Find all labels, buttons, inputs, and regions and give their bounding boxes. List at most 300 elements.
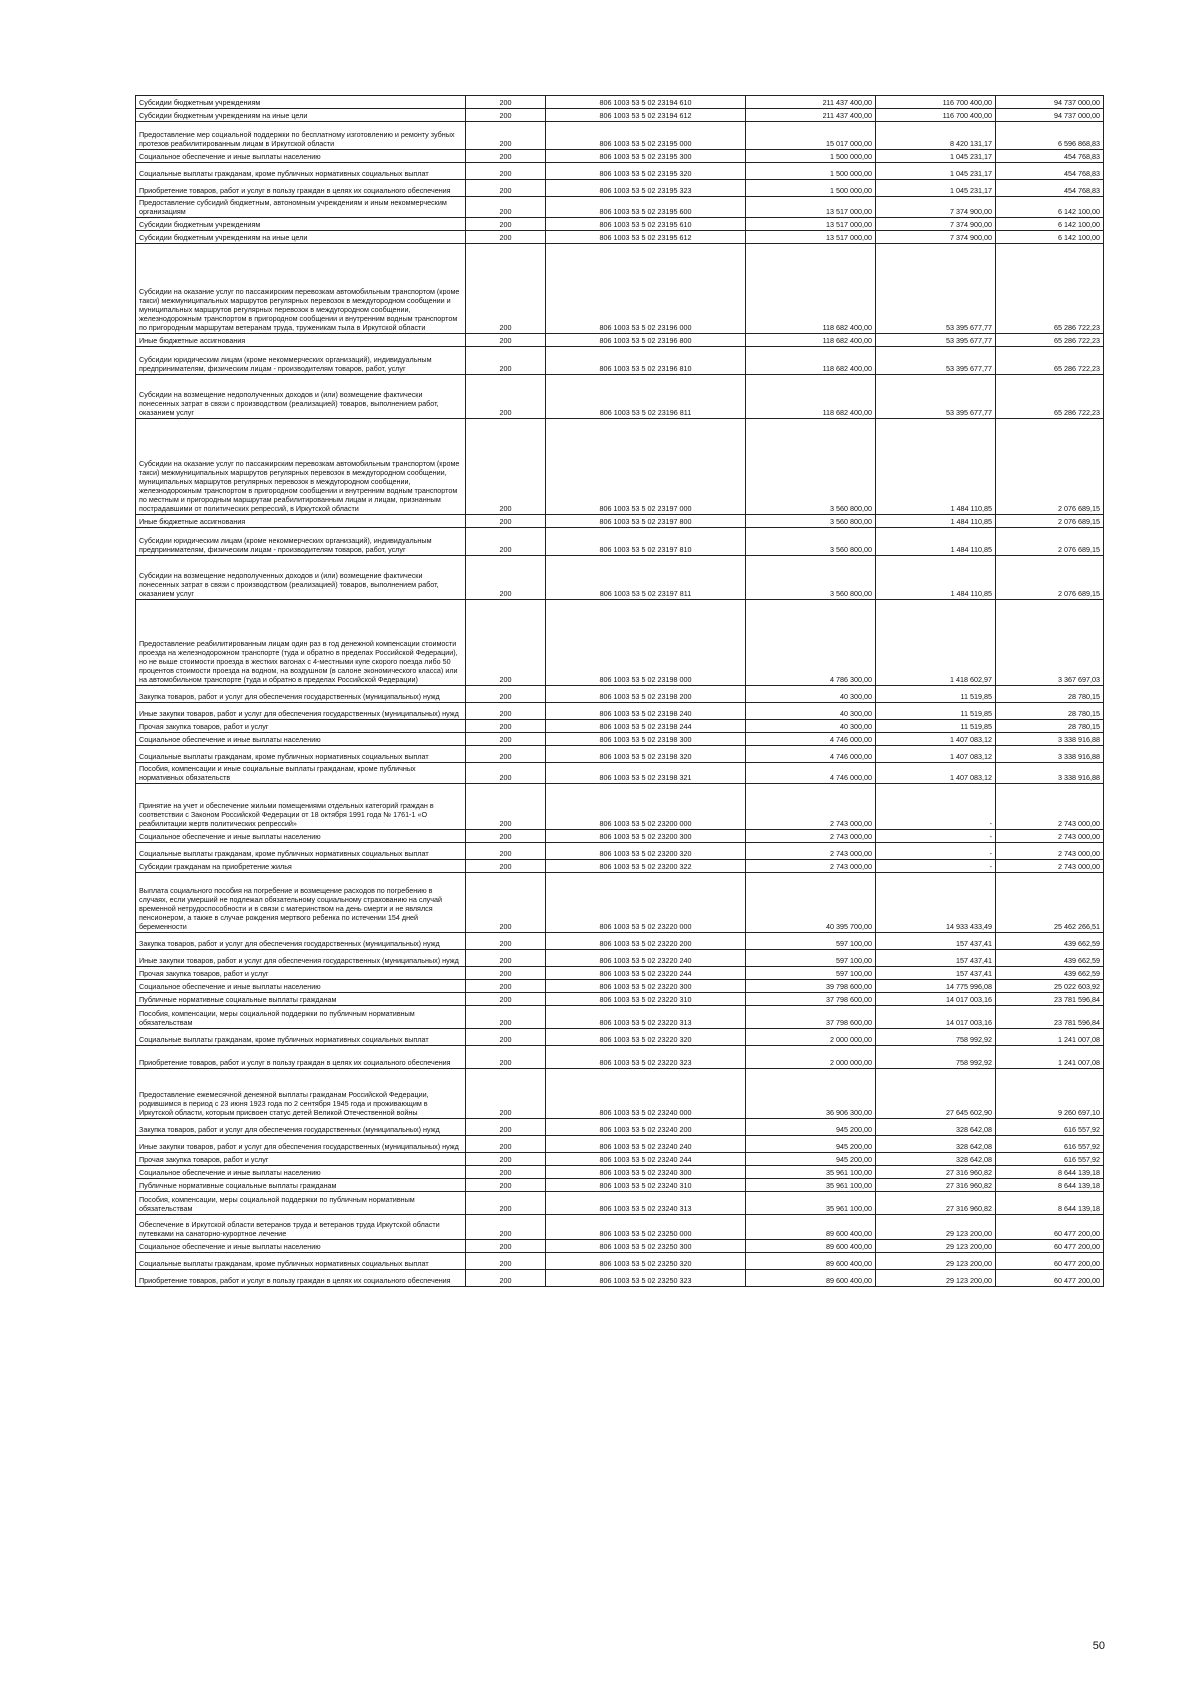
table-cell-budget-code: 806 1003 53 5 02 23195 300 bbox=[546, 150, 746, 163]
table-cell-admin-code: 200 bbox=[466, 197, 546, 218]
table-cell-executed-amount: - bbox=[876, 843, 996, 860]
table-cell-approved-amount: 2 743 000,00 bbox=[746, 860, 876, 873]
table-cell-admin-code: 200 bbox=[466, 720, 546, 733]
table-cell-approved-amount: 2 000 000,00 bbox=[746, 1029, 876, 1046]
table-cell-budget-code: 806 1003 53 5 02 23196 810 bbox=[546, 347, 746, 375]
table-cell-admin-code: 200 bbox=[466, 1215, 546, 1240]
table-row bbox=[136, 950, 1104, 967]
table-cell-budget-code: 806 1003 53 5 02 23240 240 bbox=[546, 1136, 746, 1153]
table-cell-name: Социальные выплаты гражданам, кроме публичных нормативных социальных выплат bbox=[136, 1029, 466, 1046]
table-cell-admin-code: 200 bbox=[466, 703, 546, 720]
table-cell-executed-amount: 53 395 677,77 bbox=[876, 347, 996, 375]
table-cell-admin-code: 200 bbox=[466, 163, 546, 180]
table-cell-unexecuted-amount: 2 743 000,00 bbox=[996, 830, 1104, 843]
table-cell-executed-amount: 1 045 231,17 bbox=[876, 180, 996, 197]
table-row bbox=[136, 933, 1104, 950]
table-cell-name: Приобретение товаров, работ и услуг в пользу граждан в целях их социального обеспечения bbox=[136, 180, 466, 197]
table-cell-unexecuted-amount: 2 076 689,15 bbox=[996, 515, 1104, 528]
table-cell-unexecuted-amount: 65 286 722,23 bbox=[996, 375, 1104, 419]
table-cell-unexecuted-amount: 2 743 000,00 bbox=[996, 843, 1104, 860]
table-cell-executed-amount: - bbox=[876, 860, 996, 873]
table-cell-unexecuted-amount: 2 076 689,15 bbox=[996, 528, 1104, 556]
table-cell-unexecuted-amount: 60 477 200,00 bbox=[996, 1270, 1104, 1287]
table-cell-unexecuted-amount: 23 781 596,84 bbox=[996, 1006, 1104, 1029]
table-cell-admin-code: 200 bbox=[466, 860, 546, 873]
table-row bbox=[136, 334, 1104, 347]
table-cell-unexecuted-amount: 28 780,15 bbox=[996, 686, 1104, 703]
table-row bbox=[136, 163, 1104, 180]
table-cell-admin-code: 200 bbox=[466, 515, 546, 528]
table-cell-budget-code: 806 1003 53 5 02 23198 321 bbox=[546, 763, 746, 784]
table-cell-admin-code: 200 bbox=[466, 419, 546, 515]
table-cell-unexecuted-amount: 2 076 689,15 bbox=[996, 556, 1104, 600]
table-cell-name: Закупка товаров, работ и услуг для обеспечения государственных (муниципальных) нужд bbox=[136, 933, 466, 950]
table-cell-budget-code: 806 1003 53 5 02 23197 811 bbox=[546, 556, 746, 600]
table-cell-name: Иные закупки товаров, работ и услуг для обеспечения государственных (муниципальных) нужд bbox=[136, 950, 466, 967]
table-cell-name: Прочая закупка товаров, работ и услуг bbox=[136, 1153, 466, 1166]
table-cell-admin-code: 200 bbox=[466, 933, 546, 950]
table-cell-approved-amount: 3 560 800,00 bbox=[746, 515, 876, 528]
table-row bbox=[136, 860, 1104, 873]
table-cell-admin-code: 200 bbox=[466, 1240, 546, 1253]
table-cell-admin-code: 200 bbox=[466, 231, 546, 244]
table-cell-approved-amount: 89 600 400,00 bbox=[746, 1240, 876, 1253]
table-cell-approved-amount: 36 906 300,00 bbox=[746, 1069, 876, 1119]
table-row bbox=[136, 1166, 1104, 1179]
table-row bbox=[136, 375, 1104, 419]
table-cell-name: Иные закупки товаров, работ и услуг для обеспечения государственных (муниципальных) нужд bbox=[136, 703, 466, 720]
table-cell-admin-code: 200 bbox=[466, 746, 546, 763]
table-row bbox=[136, 843, 1104, 860]
table-cell-admin-code: 200 bbox=[466, 1006, 546, 1029]
table-cell-budget-code: 806 1003 53 5 02 23220 323 bbox=[546, 1046, 746, 1069]
table-cell-budget-code: 806 1003 53 5 02 23250 000 bbox=[546, 1215, 746, 1240]
table-row bbox=[136, 873, 1104, 933]
table-cell-unexecuted-amount: 2 743 000,00 bbox=[996, 860, 1104, 873]
table-cell-executed-amount: 29 123 200,00 bbox=[876, 1253, 996, 1270]
table-body bbox=[136, 96, 1104, 1287]
table-cell-budget-code: 806 1003 53 5 02 23195 610 bbox=[546, 218, 746, 231]
table-cell-name: Субсидии юридическим лицам (кроме некоммерческих организаций), индивидуальным предпринимателям, физическим лицам - производителям товаров, работ, услуг bbox=[136, 528, 466, 556]
table-cell-approved-amount: 40 300,00 bbox=[746, 720, 876, 733]
table-cell-budget-code: 806 1003 53 5 02 23240 310 bbox=[546, 1179, 746, 1192]
table-cell-executed-amount: 53 395 677,77 bbox=[876, 375, 996, 419]
table-cell-executed-amount: 53 395 677,77 bbox=[876, 244, 996, 334]
table-cell-name: Пособия, компенсации, меры социальной поддержки по публичным нормативным обязательствам bbox=[136, 1192, 466, 1215]
table-row bbox=[136, 993, 1104, 1006]
table-cell-executed-amount: 758 992,92 bbox=[876, 1046, 996, 1069]
table-row bbox=[136, 1046, 1104, 1069]
table-row bbox=[136, 1192, 1104, 1215]
table-cell-admin-code: 200 bbox=[466, 1029, 546, 1046]
table-cell-executed-amount: 116 700 400,00 bbox=[876, 96, 996, 109]
table-cell-approved-amount: 35 961 100,00 bbox=[746, 1166, 876, 1179]
table-cell-name: Предоставление реабилитированным лицам один раз в год денежной компенсации стоимости проезда на железнодорожном транспорте (туда и обратно в пределах Российской Федерации), но не выше стоимости проезда в жестких вагонах с 4-местными купе скорого поезда либо 50 процентов стоимости проезда на водном, на воздушном (в салоне экономического класса) или на автомобильном транспорте (туда и обратно в пределах Российской Федерации) bbox=[136, 600, 466, 686]
table-cell-unexecuted-amount: 8 644 139,18 bbox=[996, 1192, 1104, 1215]
table-cell-budget-code: 806 1003 53 5 02 23200 300 bbox=[546, 830, 746, 843]
table-row bbox=[136, 1006, 1104, 1029]
table-cell-unexecuted-amount: 94 737 000,00 bbox=[996, 96, 1104, 109]
table-cell-name: Предоставление субсидий бюджетным, автономным учреждениям и иным некоммерческим организациям bbox=[136, 197, 466, 218]
table-cell-name: Социальное обеспечение и иные выплаты населению bbox=[136, 830, 466, 843]
table-row bbox=[136, 528, 1104, 556]
table-cell-executed-amount: 758 992,92 bbox=[876, 1029, 996, 1046]
table-cell-unexecuted-amount: 3 338 916,88 bbox=[996, 746, 1104, 763]
table-cell-executed-amount: 328 642,08 bbox=[876, 1153, 996, 1166]
table-cell-admin-code: 200 bbox=[466, 686, 546, 703]
table-cell-admin-code: 200 bbox=[466, 843, 546, 860]
table-cell-approved-amount: 2 743 000,00 bbox=[746, 843, 876, 860]
table-cell-unexecuted-amount: 65 286 722,23 bbox=[996, 244, 1104, 334]
table-cell-admin-code: 200 bbox=[466, 1046, 546, 1069]
table-cell-name: Приобретение товаров, работ и услуг в пользу граждан в целях их социального обеспечения bbox=[136, 1046, 466, 1069]
table-cell-name: Социальное обеспечение и иные выплаты населению bbox=[136, 733, 466, 746]
table-cell-budget-code: 806 1003 53 5 02 23200 320 bbox=[546, 843, 746, 860]
table-cell-admin-code: 200 bbox=[466, 1253, 546, 1270]
table-cell-unexecuted-amount: 454 768,83 bbox=[996, 163, 1104, 180]
table-row bbox=[136, 197, 1104, 218]
table-cell-admin-code: 200 bbox=[466, 1179, 546, 1192]
table-cell-budget-code: 806 1003 53 5 02 23194 612 bbox=[546, 109, 746, 122]
table-cell-admin-code: 200 bbox=[466, 1153, 546, 1166]
table-row bbox=[136, 419, 1104, 515]
table-row bbox=[136, 1069, 1104, 1119]
table-cell-unexecuted-amount: 2 076 689,15 bbox=[996, 419, 1104, 515]
table-cell-approved-amount: 945 200,00 bbox=[746, 1153, 876, 1166]
table-cell-unexecuted-amount: 25 022 603,92 bbox=[996, 980, 1104, 993]
table-cell-approved-amount: 15 017 000,00 bbox=[746, 122, 876, 150]
table-cell-budget-code: 806 1003 53 5 02 23196 800 bbox=[546, 334, 746, 347]
table-cell-name: Социальные выплаты гражданам, кроме публичных нормативных социальных выплат bbox=[136, 1253, 466, 1270]
table-cell-budget-code: 806 1003 53 5 02 23195 612 bbox=[546, 231, 746, 244]
table-cell-budget-code: 806 1003 53 5 02 23250 320 bbox=[546, 1253, 746, 1270]
table-cell-approved-amount: 597 100,00 bbox=[746, 950, 876, 967]
table-cell-budget-code: 806 1003 53 5 02 23220 300 bbox=[546, 980, 746, 993]
table-cell-executed-amount: 7 374 900,00 bbox=[876, 197, 996, 218]
table-cell-admin-code: 200 bbox=[466, 528, 546, 556]
table-cell-unexecuted-amount: 1 241 007,08 bbox=[996, 1029, 1104, 1046]
table-cell-executed-amount: 157 437,41 bbox=[876, 933, 996, 950]
table-cell-budget-code: 806 1003 53 5 02 23220 320 bbox=[546, 1029, 746, 1046]
table-cell-name: Социальное обеспечение и иные выплаты населению bbox=[136, 980, 466, 993]
table-cell-unexecuted-amount: 25 462 266,51 bbox=[996, 873, 1104, 933]
table-cell-approved-amount: 3 560 800,00 bbox=[746, 419, 876, 515]
table-cell-admin-code: 200 bbox=[466, 980, 546, 993]
table-cell-admin-code: 200 bbox=[466, 784, 546, 830]
table-cell-executed-amount: 14 775 996,08 bbox=[876, 980, 996, 993]
table-cell-approved-amount: 3 560 800,00 bbox=[746, 556, 876, 600]
table-cell-executed-amount: 1 484 110,85 bbox=[876, 528, 996, 556]
table-cell-unexecuted-amount: 439 662,59 bbox=[996, 933, 1104, 950]
table-cell-admin-code: 200 bbox=[466, 244, 546, 334]
table-cell-budget-code: 806 1003 53 5 02 23197 810 bbox=[546, 528, 746, 556]
table-cell-name: Субсидии бюджетным учреждениям на иные цели bbox=[136, 231, 466, 244]
table-cell-executed-amount: 11 519,85 bbox=[876, 686, 996, 703]
table-row bbox=[136, 600, 1104, 686]
table-row bbox=[136, 218, 1104, 231]
table-cell-unexecuted-amount: 2 743 000,00 bbox=[996, 784, 1104, 830]
table-cell-executed-amount: 328 642,08 bbox=[876, 1119, 996, 1136]
table-cell-admin-code: 200 bbox=[466, 122, 546, 150]
table-cell-approved-amount: 2 743 000,00 bbox=[746, 830, 876, 843]
table-cell-budget-code: 806 1003 53 5 02 23195 600 bbox=[546, 197, 746, 218]
table-cell-executed-amount: 29 123 200,00 bbox=[876, 1270, 996, 1287]
table-cell-unexecuted-amount: 8 644 139,18 bbox=[996, 1179, 1104, 1192]
table-cell-unexecuted-amount: 60 477 200,00 bbox=[996, 1215, 1104, 1240]
table-cell-unexecuted-amount: 1 241 007,08 bbox=[996, 1046, 1104, 1069]
table-cell-admin-code: 200 bbox=[466, 733, 546, 746]
table-row bbox=[136, 180, 1104, 197]
table-cell-approved-amount: 2 000 000,00 bbox=[746, 1046, 876, 1069]
table-cell-executed-amount: 1 045 231,17 bbox=[876, 150, 996, 163]
budget-execution-table bbox=[135, 95, 1104, 1287]
table-cell-admin-code: 200 bbox=[466, 993, 546, 1006]
table-cell-approved-amount: 4 786 300,00 bbox=[746, 600, 876, 686]
table-row bbox=[136, 830, 1104, 843]
table-cell-admin-code: 200 bbox=[466, 1136, 546, 1153]
page-number: 50 bbox=[1092, 1640, 1105, 1652]
table-cell-budget-code: 806 1003 53 5 02 23220 240 bbox=[546, 950, 746, 967]
table-row bbox=[136, 686, 1104, 703]
table-cell-admin-code: 200 bbox=[466, 556, 546, 600]
table-cell-budget-code: 806 1003 53 5 02 23220 313 bbox=[546, 1006, 746, 1029]
table-cell-executed-amount: 1 045 231,17 bbox=[876, 163, 996, 180]
table-cell-name: Субсидии на возмещение недополученных доходов и (или) возмещение фактически понесенных затрат в связи с производством (реализацией) товаров, выполнением работ, оказанием услуг bbox=[136, 556, 466, 600]
table-row bbox=[136, 980, 1104, 993]
table-row bbox=[136, 1253, 1104, 1270]
table-cell-unexecuted-amount: 6 142 100,00 bbox=[996, 197, 1104, 218]
table-cell-name: Прочая закупка товаров, работ и услуг bbox=[136, 720, 466, 733]
table-cell-unexecuted-amount: 616 557,92 bbox=[996, 1119, 1104, 1136]
table-cell-approved-amount: 118 682 400,00 bbox=[746, 244, 876, 334]
table-cell-executed-amount: - bbox=[876, 830, 996, 843]
table-cell-approved-amount: 37 798 600,00 bbox=[746, 1006, 876, 1029]
table-cell-admin-code: 200 bbox=[466, 950, 546, 967]
table-cell-unexecuted-amount: 616 557,92 bbox=[996, 1136, 1104, 1153]
table-row bbox=[136, 231, 1104, 244]
table-cell-executed-amount: 1 484 110,85 bbox=[876, 419, 996, 515]
table-cell-approved-amount: 13 517 000,00 bbox=[746, 218, 876, 231]
table-cell-executed-amount: 27 316 960,82 bbox=[876, 1179, 996, 1192]
table-cell-admin-code: 200 bbox=[466, 150, 546, 163]
table-cell-name: Обеспечение в Иркутской области ветеранов труда и ветеранов труда Иркутской области путевками на санаторно-курортное лечение bbox=[136, 1215, 466, 1240]
table-cell-name: Социальные выплаты гражданам, кроме публичных нормативных социальных выплат bbox=[136, 163, 466, 180]
table-cell-executed-amount: 116 700 400,00 bbox=[876, 109, 996, 122]
table-cell-budget-code: 806 1003 53 5 02 23195 320 bbox=[546, 163, 746, 180]
table-cell-executed-amount: 53 395 677,77 bbox=[876, 334, 996, 347]
table-cell-approved-amount: 945 200,00 bbox=[746, 1119, 876, 1136]
table-cell-name: Выплата социального пособия на погребение и возмещение расходов по погребению в случаях, если умерший не подлежал обязательному социальному страхованию на случай временной нетрудоспособности и в связи с материнством на день смерти и не являлся пенсионером, а также в случае рождения мертвого ребенка по истечении 154 дней беременности bbox=[136, 873, 466, 933]
table-cell-name: Социальное обеспечение и иные выплаты населению bbox=[136, 1240, 466, 1253]
table-cell-admin-code: 200 bbox=[466, 180, 546, 197]
table-cell-admin-code: 200 bbox=[466, 109, 546, 122]
table-cell-approved-amount: 211 437 400,00 bbox=[746, 96, 876, 109]
table-cell-budget-code: 806 1003 53 5 02 23200 000 bbox=[546, 784, 746, 830]
table-cell-executed-amount: 11 519,85 bbox=[876, 720, 996, 733]
table-cell-unexecuted-amount: 3 338 916,88 bbox=[996, 763, 1104, 784]
table-cell-budget-code: 806 1003 53 5 02 23194 610 bbox=[546, 96, 746, 109]
table-cell-executed-amount: 11 519,85 bbox=[876, 703, 996, 720]
table-cell-executed-amount: 1 484 110,85 bbox=[876, 515, 996, 528]
table-cell-name: Пособия, компенсации, меры социальной поддержки по публичным нормативным обязательствам bbox=[136, 1006, 466, 1029]
table-cell-name: Социальные выплаты гражданам, кроме публичных нормативных социальных выплат bbox=[136, 843, 466, 860]
table-row bbox=[136, 967, 1104, 980]
table-cell-executed-amount: 1 484 110,85 bbox=[876, 556, 996, 600]
table-cell-budget-code: 806 1003 53 5 02 23198 240 bbox=[546, 703, 746, 720]
table-cell-unexecuted-amount: 94 737 000,00 bbox=[996, 109, 1104, 122]
table-cell-unexecuted-amount: 8 644 139,18 bbox=[996, 1166, 1104, 1179]
table-cell-approved-amount: 118 682 400,00 bbox=[746, 347, 876, 375]
table-cell-admin-code: 200 bbox=[466, 873, 546, 933]
table-cell-admin-code: 200 bbox=[466, 218, 546, 231]
table-cell-executed-amount: 27 316 960,82 bbox=[876, 1166, 996, 1179]
table-cell-admin-code: 200 bbox=[466, 1192, 546, 1215]
table-cell-approved-amount: 597 100,00 bbox=[746, 933, 876, 950]
table-cell-unexecuted-amount: 28 780,15 bbox=[996, 703, 1104, 720]
table-cell-budget-code: 806 1003 53 5 02 23198 000 bbox=[546, 600, 746, 686]
table-cell-admin-code: 200 bbox=[466, 1069, 546, 1119]
table-cell-unexecuted-amount: 60 477 200,00 bbox=[996, 1253, 1104, 1270]
table-cell-executed-amount: - bbox=[876, 784, 996, 830]
table-cell-approved-amount: 3 560 800,00 bbox=[746, 528, 876, 556]
table-cell-unexecuted-amount: 3 367 697,03 bbox=[996, 600, 1104, 686]
table-cell-executed-amount: 157 437,41 bbox=[876, 950, 996, 967]
table-row bbox=[136, 784, 1104, 830]
table-cell-name: Предоставление ежемесячной денежной выплаты гражданам Российской Федерации, родившимся в период с 23 июня 1923 года по 2 сентября 1945 года и проживающим в Иркутской области, которым присвоен статус детей Великой Отечественной войны bbox=[136, 1069, 466, 1119]
table-row bbox=[136, 1153, 1104, 1166]
table-row bbox=[136, 1119, 1104, 1136]
table-cell-executed-amount: 1 407 083,12 bbox=[876, 746, 996, 763]
table-cell-unexecuted-amount: 6 596 868,83 bbox=[996, 122, 1104, 150]
table-row bbox=[136, 1179, 1104, 1192]
table-cell-admin-code: 200 bbox=[466, 334, 546, 347]
table-cell-executed-amount: 1 407 083,12 bbox=[876, 763, 996, 784]
table-cell-admin-code: 200 bbox=[466, 830, 546, 843]
table-cell-admin-code: 200 bbox=[466, 1119, 546, 1136]
table-cell-name: Субсидии на оказание услуг по пассажирским перевозкам автомобильным транспортом (кроме такси) межмуниципальных маршрутов регулярных перевозок в междугородном сообщении и муниципальных маршрутов регулярных перевозок в междугородном сообщении, железнодорожным транспортом в пригородном сообщении и внутренним водным транспортом по пригородным маршрутам ветеранам труда, труженикам тыла в Иркутской области bbox=[136, 244, 466, 334]
table-cell-approved-amount: 597 100,00 bbox=[746, 967, 876, 980]
table-cell-approved-amount: 118 682 400,00 bbox=[746, 334, 876, 347]
table-cell-approved-amount: 40 395 700,00 bbox=[746, 873, 876, 933]
table-row bbox=[136, 347, 1104, 375]
table-cell-admin-code: 200 bbox=[466, 967, 546, 980]
table-cell-approved-amount: 211 437 400,00 bbox=[746, 109, 876, 122]
table-cell-approved-amount: 40 300,00 bbox=[746, 686, 876, 703]
table-cell-executed-amount: 29 123 200,00 bbox=[876, 1215, 996, 1240]
table-cell-budget-code: 806 1003 53 5 02 23240 300 bbox=[546, 1166, 746, 1179]
table-row bbox=[136, 763, 1104, 784]
table-cell-unexecuted-amount: 23 781 596,84 bbox=[996, 993, 1104, 1006]
table-cell-unexecuted-amount: 439 662,59 bbox=[996, 950, 1104, 967]
table-cell-unexecuted-amount: 6 142 100,00 bbox=[996, 218, 1104, 231]
table-cell-approved-amount: 4 746 000,00 bbox=[746, 763, 876, 784]
table-cell-budget-code: 806 1003 53 5 02 23198 300 bbox=[546, 733, 746, 746]
table-cell-executed-amount: 1 407 083,12 bbox=[876, 733, 996, 746]
table-row bbox=[136, 244, 1104, 334]
table-cell-unexecuted-amount: 6 142 100,00 bbox=[996, 231, 1104, 244]
table-cell-name: Субсидии на возмещение недополученных доходов и (или) возмещение фактически понесенных затрат в связи с производством (реализацией) товаров, выполнением работ, оказанием услуг bbox=[136, 375, 466, 419]
table-cell-name: Иные бюджетные ассигнования bbox=[136, 515, 466, 528]
table-cell-approved-amount: 945 200,00 bbox=[746, 1136, 876, 1153]
table-cell-admin-code: 200 bbox=[466, 1166, 546, 1179]
table-cell-name: Социальное обеспечение и иные выплаты населению bbox=[136, 1166, 466, 1179]
table-cell-admin-code: 200 bbox=[466, 347, 546, 375]
table-row bbox=[136, 109, 1104, 122]
table-cell-executed-amount: 8 420 131,17 bbox=[876, 122, 996, 150]
table-cell-budget-code: 806 1003 53 5 02 23198 320 bbox=[546, 746, 746, 763]
table-cell-admin-code: 200 bbox=[466, 1270, 546, 1287]
table-cell-name: Предоставление мер социальной поддержки по бесплатному изготовлению и ремонту зубных протезов реабилитированным лицам в Иркутской области bbox=[136, 122, 466, 150]
table-cell-approved-amount: 39 798 600,00 bbox=[746, 980, 876, 993]
table-cell-admin-code: 200 bbox=[466, 375, 546, 419]
table-cell-budget-code: 806 1003 53 5 02 23196 811 bbox=[546, 375, 746, 419]
table-cell-name: Закупка товаров, работ и услуг для обеспечения государственных (муниципальных) нужд bbox=[136, 1119, 466, 1136]
table-row bbox=[136, 556, 1104, 600]
table-cell-name: Социальное обеспечение и иные выплаты населению bbox=[136, 150, 466, 163]
table-cell-executed-amount: 7 374 900,00 bbox=[876, 218, 996, 231]
table-cell-admin-code: 200 bbox=[466, 763, 546, 784]
table-cell-budget-code: 806 1003 53 5 02 23240 313 bbox=[546, 1192, 746, 1215]
table-cell-executed-amount: 29 123 200,00 bbox=[876, 1240, 996, 1253]
table-cell-approved-amount: 1 500 000,00 bbox=[746, 163, 876, 180]
table-cell-name: Приобретение товаров, работ и услуг в пользу граждан в целях их социального обеспечения bbox=[136, 1270, 466, 1287]
table-cell-name: Субсидии на оказание услуг по пассажирским перевозкам автомобильным транспортом (кроме такси) межмуниципальных маршрутов регулярных перевозок в междугородном сообщении, муниципальных маршрутов регулярных перевозок в междугородном сообщении, железнодорожным транспортом в пригородном сообщении и внутренним водным транспортом по местным и пригородным маршрутам реабилитированным лицам и лицам, признанным пострадавшими от политических репрессий, в Иркутской области bbox=[136, 419, 466, 515]
table-cell-approved-amount: 35 961 100,00 bbox=[746, 1179, 876, 1192]
table-cell-name: Субсидии бюджетным учреждениям на иные цели bbox=[136, 109, 466, 122]
table-cell-name: Субсидии юридическим лицам (кроме некоммерческих организаций), индивидуальным предпринимателям, физическим лицам - производителям товаров, работ, услуг bbox=[136, 347, 466, 375]
table-row bbox=[136, 746, 1104, 763]
table-cell-budget-code: 806 1003 53 5 02 23198 200 bbox=[546, 686, 746, 703]
table-cell-approved-amount: 89 600 400,00 bbox=[746, 1270, 876, 1287]
table-cell-name: Принятие на учет и обеспечение жильми помещениями отдельных категорий граждан в соответствии с Законом Российской Федерации от 18 октября 1991 года № 1761-1 «О реабилитации жертв политических репрессий» bbox=[136, 784, 466, 830]
table-cell-budget-code: 806 1003 53 5 02 23197 000 bbox=[546, 419, 746, 515]
table-cell-unexecuted-amount: 28 780,15 bbox=[996, 720, 1104, 733]
table-cell-budget-code: 806 1003 53 5 02 23197 800 bbox=[546, 515, 746, 528]
table-row bbox=[136, 703, 1104, 720]
table-cell-approved-amount: 4 746 000,00 bbox=[746, 733, 876, 746]
table-cell-budget-code: 806 1003 53 5 02 23195 323 bbox=[546, 180, 746, 197]
table-row bbox=[136, 1240, 1104, 1253]
table-row bbox=[136, 1029, 1104, 1046]
table-cell-unexecuted-amount: 454 768,83 bbox=[996, 180, 1104, 197]
table-cell-executed-amount: 14 933 433,49 bbox=[876, 873, 996, 933]
table-cell-approved-amount: 1 500 000,00 bbox=[746, 150, 876, 163]
table-cell-unexecuted-amount: 3 338 916,88 bbox=[996, 733, 1104, 746]
table-cell-unexecuted-amount: 65 286 722,23 bbox=[996, 334, 1104, 347]
table-cell-approved-amount: 89 600 400,00 bbox=[746, 1253, 876, 1270]
table-cell-unexecuted-amount: 616 557,92 bbox=[996, 1153, 1104, 1166]
table-cell-approved-amount: 37 798 600,00 bbox=[746, 993, 876, 1006]
table-cell-approved-amount: 118 682 400,00 bbox=[746, 375, 876, 419]
table-row bbox=[136, 733, 1104, 746]
table-cell-executed-amount: 14 017 003,16 bbox=[876, 1006, 996, 1029]
table-cell-budget-code: 806 1003 53 5 02 23250 323 bbox=[546, 1270, 746, 1287]
table-cell-budget-code: 806 1003 53 5 02 23195 000 bbox=[546, 122, 746, 150]
table-row bbox=[136, 1215, 1104, 1240]
table-cell-approved-amount: 40 300,00 bbox=[746, 703, 876, 720]
table-cell-budget-code: 806 1003 53 5 02 23240 000 bbox=[546, 1069, 746, 1119]
table-cell-approved-amount: 13 517 000,00 bbox=[746, 197, 876, 218]
table-cell-budget-code: 806 1003 53 5 02 23198 244 bbox=[546, 720, 746, 733]
table-cell-approved-amount: 13 517 000,00 bbox=[746, 231, 876, 244]
table-cell-unexecuted-amount: 454 768,83 bbox=[996, 150, 1104, 163]
table-cell-budget-code: 806 1003 53 5 02 23250 300 bbox=[546, 1240, 746, 1253]
table-row bbox=[136, 96, 1104, 109]
table-row bbox=[136, 515, 1104, 528]
table-cell-name: Социальные выплаты гражданам, кроме публичных нормативных социальных выплат bbox=[136, 746, 466, 763]
table-cell-name: Пособия, компенсации и иные социальные выплаты гражданам, кроме публичных нормативных обязательств bbox=[136, 763, 466, 784]
table-cell-approved-amount: 89 600 400,00 bbox=[746, 1215, 876, 1240]
